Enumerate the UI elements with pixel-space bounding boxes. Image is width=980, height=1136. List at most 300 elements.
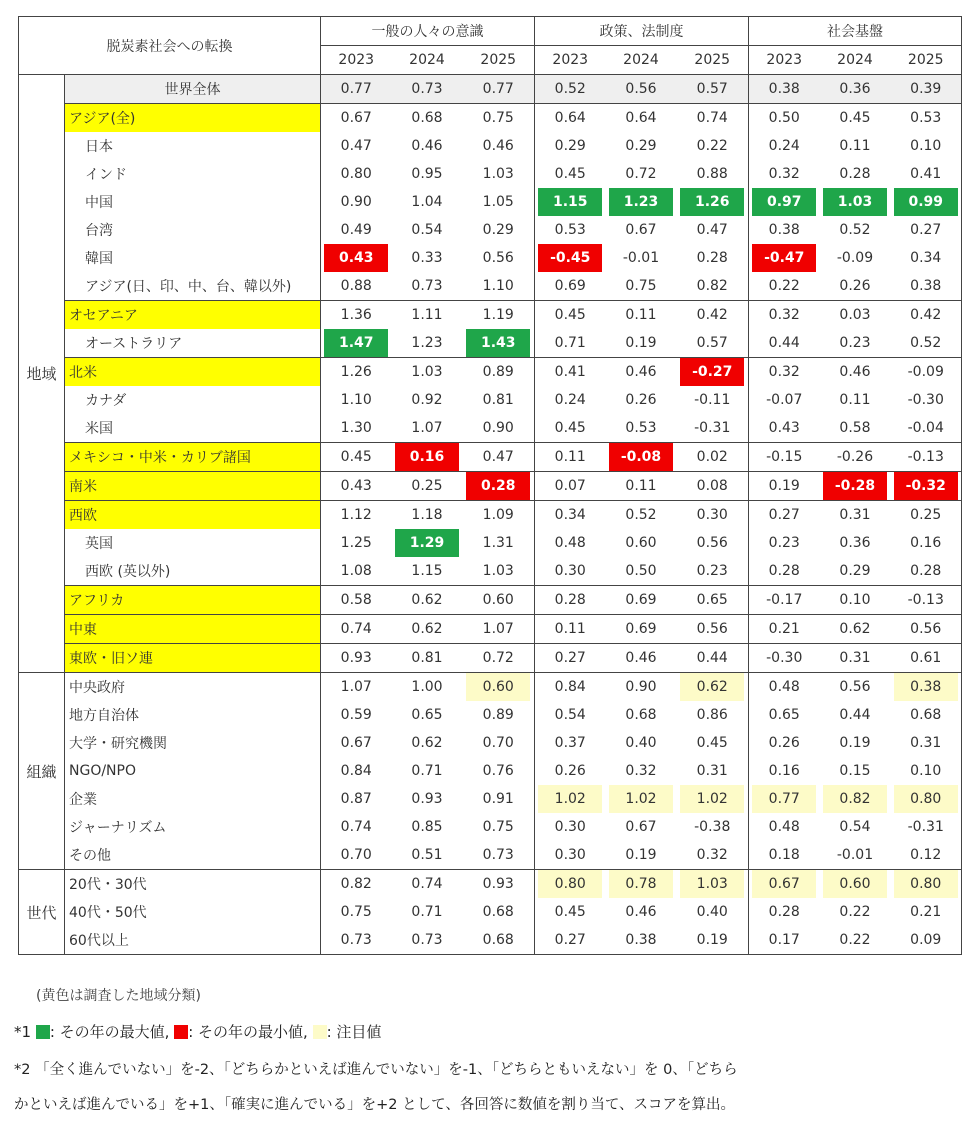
value-cell	[820, 472, 891, 501]
value: 0.90	[625, 679, 657, 695]
value-cell	[321, 472, 392, 501]
value: 0.07	[554, 478, 586, 494]
value-cell	[820, 244, 891, 272]
value: 0.34	[910, 250, 942, 266]
value: 0.69	[625, 592, 657, 608]
value-cell	[677, 104, 749, 133]
value-cell	[749, 701, 820, 729]
value: 0.46	[411, 138, 443, 154]
table-row	[19, 529, 962, 557]
value-cell	[677, 557, 749, 586]
row-label: アジア(日、印、中、台、韓以外)	[65, 272, 321, 301]
value-cell	[463, 701, 535, 729]
value-cell	[321, 841, 392, 870]
value-cell	[535, 358, 606, 387]
table-row	[19, 75, 962, 104]
value-cell	[749, 673, 820, 702]
value-cell	[677, 501, 749, 530]
world-value-cell	[820, 75, 891, 104]
value: 0.70	[482, 735, 514, 751]
value-cell	[749, 244, 820, 272]
value-cell	[749, 329, 820, 358]
value-cell	[891, 132, 962, 160]
value: 0.46	[839, 364, 871, 380]
value: 0.93	[482, 876, 514, 892]
side-label-generation: 世代	[19, 870, 65, 955]
table-title: 脱炭素社会への転換	[19, 17, 321, 75]
table-row	[19, 358, 962, 387]
value-cell	[463, 501, 535, 530]
value-cell	[820, 644, 891, 673]
value-cell	[677, 898, 749, 926]
value: 0.56	[696, 535, 728, 551]
value-cell	[535, 272, 606, 301]
row-label: 韓国	[65, 244, 321, 272]
value-cell	[820, 586, 891, 615]
value-cell	[392, 529, 463, 557]
value-cell	[749, 443, 820, 472]
value: 0.29	[482, 222, 514, 238]
legend-note	[14, 1021, 381, 1042]
value-cell	[321, 586, 392, 615]
value-cell	[677, 414, 749, 443]
value: 0.67	[340, 110, 372, 126]
value: 0.81	[411, 650, 443, 666]
value-cell	[749, 926, 820, 955]
value-cell	[606, 615, 677, 644]
value-cell	[820, 160, 891, 188]
world-total-label: 世界全体	[65, 75, 321, 104]
row-label: 企業	[65, 785, 321, 813]
value-cell	[535, 301, 606, 330]
value: 0.11	[625, 478, 657, 494]
value-cell	[392, 160, 463, 188]
value-lt-highlight: 1.02	[609, 785, 673, 813]
value-cell	[749, 160, 820, 188]
table-row	[19, 414, 962, 443]
value-cell	[535, 132, 606, 160]
value-cell	[392, 329, 463, 358]
value: 0.92	[411, 392, 443, 408]
value: 0.58	[340, 592, 372, 608]
value-red-highlight: -0.45	[538, 244, 602, 272]
value-cell	[392, 898, 463, 926]
value-cell	[392, 188, 463, 216]
value: 1.09	[482, 507, 514, 523]
value: 0.10	[910, 763, 942, 779]
value: 0.73	[340, 932, 372, 948]
value-cell	[535, 757, 606, 785]
value-green-highlight: 1.26	[680, 188, 744, 216]
value-cell	[891, 926, 962, 955]
value-cell	[606, 757, 677, 785]
value-cell	[321, 301, 392, 330]
year-header: 2025	[463, 46, 535, 75]
table-row	[19, 757, 962, 785]
value: 0.56	[696, 621, 728, 637]
value-cell	[321, 386, 392, 414]
row-label: 西欧	[65, 501, 321, 530]
value: 0.90	[482, 420, 514, 436]
value-cell	[820, 272, 891, 301]
value-cell	[392, 358, 463, 387]
table-row	[19, 673, 962, 702]
value: -0.11	[694, 392, 731, 408]
value: 0.56	[625, 81, 657, 97]
value-cell	[392, 757, 463, 785]
row-label: アジア(全)	[65, 104, 321, 133]
value: -0.07	[766, 392, 803, 408]
value-cell	[392, 501, 463, 530]
value-cell	[749, 757, 820, 785]
value-green-highlight: 1.47	[324, 329, 388, 357]
value-cell	[820, 529, 891, 557]
table-row	[19, 926, 962, 955]
value: 0.91	[482, 791, 514, 807]
value: 0.62	[411, 592, 443, 608]
value-cell	[677, 813, 749, 841]
table-row	[19, 729, 962, 757]
legend-red-text: : その年の最小値,	[188, 1023, 308, 1041]
group-header-policy: 政策、法制度	[535, 17, 749, 46]
value-cell	[392, 701, 463, 729]
value-cell	[820, 615, 891, 644]
row-label: 中東	[65, 615, 321, 644]
value: 0.27	[768, 507, 800, 523]
value: 0.46	[482, 138, 514, 154]
value-cell	[749, 785, 820, 813]
value-cell	[677, 586, 749, 615]
value: 0.11	[839, 138, 871, 154]
value: 0.77	[482, 81, 514, 97]
value-cell	[321, 729, 392, 757]
value: 0.43	[340, 478, 372, 494]
value-cell	[677, 244, 749, 272]
value-cell	[749, 104, 820, 133]
value-cell	[463, 272, 535, 301]
value: 0.42	[910, 307, 942, 323]
value: 0.89	[482, 364, 514, 380]
value-cell	[677, 216, 749, 244]
value-cell	[392, 216, 463, 244]
value: 0.31	[839, 507, 871, 523]
value: 0.84	[340, 763, 372, 779]
value: 0.47	[340, 138, 372, 154]
value-cell	[820, 870, 891, 899]
value-cell	[535, 841, 606, 870]
value-cell	[606, 557, 677, 586]
value-green-highlight: 0.99	[894, 188, 958, 216]
value: 0.93	[411, 791, 443, 807]
value-cell	[606, 841, 677, 870]
value-lt-highlight: 0.60	[466, 673, 530, 701]
value-red-highlight: -0.08	[609, 443, 673, 471]
value: 0.45	[554, 420, 586, 436]
value-cell	[891, 529, 962, 557]
value-cell	[535, 729, 606, 757]
value-cell	[463, 301, 535, 330]
table-row	[19, 104, 962, 133]
value: 0.10	[839, 592, 871, 608]
value-cell	[392, 443, 463, 472]
value-cell	[321, 501, 392, 530]
value-cell	[677, 729, 749, 757]
value-cell	[891, 813, 962, 841]
value: 0.11	[554, 621, 586, 637]
value: -0.13	[907, 449, 944, 465]
value: 0.12	[910, 847, 942, 863]
value: 0.45	[839, 110, 871, 126]
value-cell	[891, 104, 962, 133]
value: 0.27	[554, 932, 586, 948]
value: -0.30	[766, 650, 803, 666]
value-cell	[891, 443, 962, 472]
value-cell	[749, 301, 820, 330]
value-green-highlight: 1.15	[538, 188, 602, 216]
world-value-cell	[463, 75, 535, 104]
value: 0.58	[839, 420, 871, 436]
value-cell	[535, 244, 606, 272]
value: 1.03	[411, 364, 443, 380]
value-cell	[392, 785, 463, 813]
value-cell	[392, 870, 463, 899]
value: 0.76	[482, 763, 514, 779]
value: 0.77	[340, 81, 372, 97]
value: 0.32	[625, 763, 657, 779]
value: 0.81	[482, 392, 514, 408]
value-cell	[463, 529, 535, 557]
value: 1.10	[482, 278, 514, 294]
value-cell	[677, 841, 749, 870]
value-cell	[891, 586, 962, 615]
value-cell	[820, 301, 891, 330]
value-cell	[677, 132, 749, 160]
value-cell	[321, 870, 392, 899]
value-cell	[392, 586, 463, 615]
value-cell	[535, 472, 606, 501]
value: 0.46	[625, 650, 657, 666]
value-cell	[463, 244, 535, 272]
value: 0.73	[411, 81, 443, 97]
value-cell	[392, 386, 463, 414]
value-cell	[749, 870, 820, 899]
value: 0.31	[839, 650, 871, 666]
value: 0.19	[625, 335, 657, 351]
value-cell	[749, 272, 820, 301]
value: 0.95	[411, 166, 443, 182]
value-red-highlight: -0.27	[680, 358, 744, 386]
value-cell	[535, 443, 606, 472]
value: 1.30	[340, 420, 372, 436]
value-cell	[891, 729, 962, 757]
value: -0.17	[766, 592, 803, 608]
value: 0.46	[625, 364, 657, 380]
value-cell	[392, 729, 463, 757]
value-cell	[749, 414, 820, 443]
value: 0.34	[554, 507, 586, 523]
value-cell	[535, 870, 606, 899]
year-header: 2024	[820, 46, 891, 75]
value: 0.25	[411, 478, 443, 494]
value-cell	[749, 841, 820, 870]
value: 0.26	[839, 278, 871, 294]
row-label: 北米	[65, 358, 321, 387]
value: 0.68	[625, 707, 657, 723]
world-value-cell	[606, 75, 677, 104]
value: 0.62	[411, 735, 443, 751]
value: 0.36	[839, 81, 871, 97]
value: 0.24	[554, 392, 586, 408]
value-cell	[677, 443, 749, 472]
value-cell	[463, 644, 535, 673]
value: 0.43	[768, 420, 800, 436]
value-cell	[606, 216, 677, 244]
value: 0.22	[839, 932, 871, 948]
value-cell	[891, 870, 962, 899]
value: -0.38	[694, 819, 731, 835]
value-cell	[606, 414, 677, 443]
row-label: オーストラリア	[65, 329, 321, 358]
table-row	[19, 272, 962, 301]
value-cell	[321, 557, 392, 586]
table-row	[19, 386, 962, 414]
value-lt-highlight: 0.78	[609, 870, 673, 898]
value: 0.16	[768, 763, 800, 779]
value-cell	[321, 358, 392, 387]
table-row	[19, 898, 962, 926]
value-cell	[321, 244, 392, 272]
value-cell	[463, 757, 535, 785]
value: 0.59	[340, 707, 372, 723]
value: 0.48	[554, 535, 586, 551]
value-cell	[749, 501, 820, 530]
value: 1.15	[411, 563, 443, 579]
value: 0.56	[910, 621, 942, 637]
value-cell	[606, 104, 677, 133]
value-cell	[535, 216, 606, 244]
value-cell	[321, 644, 392, 673]
yellow-note: (黄色は調査した地域分類)	[36, 988, 201, 1004]
value-cell	[392, 414, 463, 443]
value: 0.93	[340, 650, 372, 666]
value-cell	[606, 870, 677, 899]
value: -0.09	[836, 250, 874, 266]
value: 0.88	[340, 278, 372, 294]
value-cell	[677, 615, 749, 644]
value: 0.30	[696, 507, 728, 523]
year-header: 2023	[321, 46, 392, 75]
value-cell	[891, 160, 962, 188]
value: 0.28	[839, 166, 871, 182]
value: 0.71	[554, 335, 586, 351]
value-cell	[891, 188, 962, 216]
value: 1.31	[482, 535, 514, 551]
value: 0.56	[482, 250, 514, 266]
value: 0.82	[340, 876, 372, 892]
value-cell	[535, 160, 606, 188]
value: 0.36	[839, 535, 871, 551]
value-cell	[392, 926, 463, 955]
value: 0.44	[768, 335, 800, 351]
value: 0.11	[554, 449, 586, 465]
value-cell	[820, 557, 891, 586]
row-label: 東欧・旧ソ連	[65, 644, 321, 673]
value: 0.82	[696, 278, 728, 294]
value-cell	[535, 785, 606, 813]
table-row	[19, 443, 962, 472]
row-label: 40代・50代	[65, 898, 321, 926]
value: 0.75	[340, 904, 372, 920]
value: 0.64	[625, 110, 657, 126]
value: 1.04	[411, 194, 443, 210]
value: 0.30	[554, 819, 586, 835]
table-row	[19, 785, 962, 813]
value-cell	[606, 386, 677, 414]
value: 0.22	[839, 904, 871, 920]
value: -0.01	[836, 847, 874, 863]
value: 0.57	[696, 81, 728, 97]
value: 0.45	[696, 735, 728, 751]
value-cell	[606, 132, 677, 160]
value-cell	[392, 244, 463, 272]
value: 1.07	[411, 420, 443, 436]
value: 0.54	[554, 707, 586, 723]
value-cell	[535, 501, 606, 530]
row-label: 中央政府	[65, 673, 321, 702]
world-value-cell	[392, 75, 463, 104]
value: 0.54	[839, 819, 871, 835]
value: 1.18	[411, 507, 443, 523]
value: 0.88	[696, 166, 728, 182]
value: 0.28	[768, 563, 800, 579]
value-cell	[820, 757, 891, 785]
value: 0.26	[625, 392, 657, 408]
value: 0.67	[340, 735, 372, 751]
value: -0.13	[907, 592, 944, 608]
value-cell	[321, 104, 392, 133]
value-cell	[820, 785, 891, 813]
value: 0.39	[910, 81, 942, 97]
group-header-awareness: 一般の人々の意識	[321, 17, 535, 46]
value: 0.71	[411, 904, 443, 920]
value-cell	[606, 244, 677, 272]
value: 0.22	[768, 278, 800, 294]
value-cell	[535, 898, 606, 926]
value-cell	[463, 813, 535, 841]
row-label: その他	[65, 841, 321, 870]
row-label: 米国	[65, 414, 321, 443]
value: 0.31	[910, 735, 942, 751]
table-row	[19, 132, 962, 160]
value-red-highlight: 0.28	[466, 472, 530, 500]
value: 0.75	[482, 819, 514, 835]
value-cell	[463, 673, 535, 702]
value: 0.24	[768, 138, 800, 154]
value: 0.44	[696, 650, 728, 666]
value-cell	[749, 188, 820, 216]
value-cell	[535, 586, 606, 615]
value: 0.27	[910, 222, 942, 238]
legend-light-text: : 注目値	[326, 1023, 382, 1041]
value: 0.54	[411, 222, 443, 238]
value-cell	[321, 443, 392, 472]
value: 0.74	[340, 621, 372, 637]
value-cell	[463, 841, 535, 870]
value-cell	[820, 443, 891, 472]
value-cell	[463, 160, 535, 188]
value: 0.53	[625, 420, 657, 436]
group-header-infrastructure: 社会基盤	[749, 17, 962, 46]
